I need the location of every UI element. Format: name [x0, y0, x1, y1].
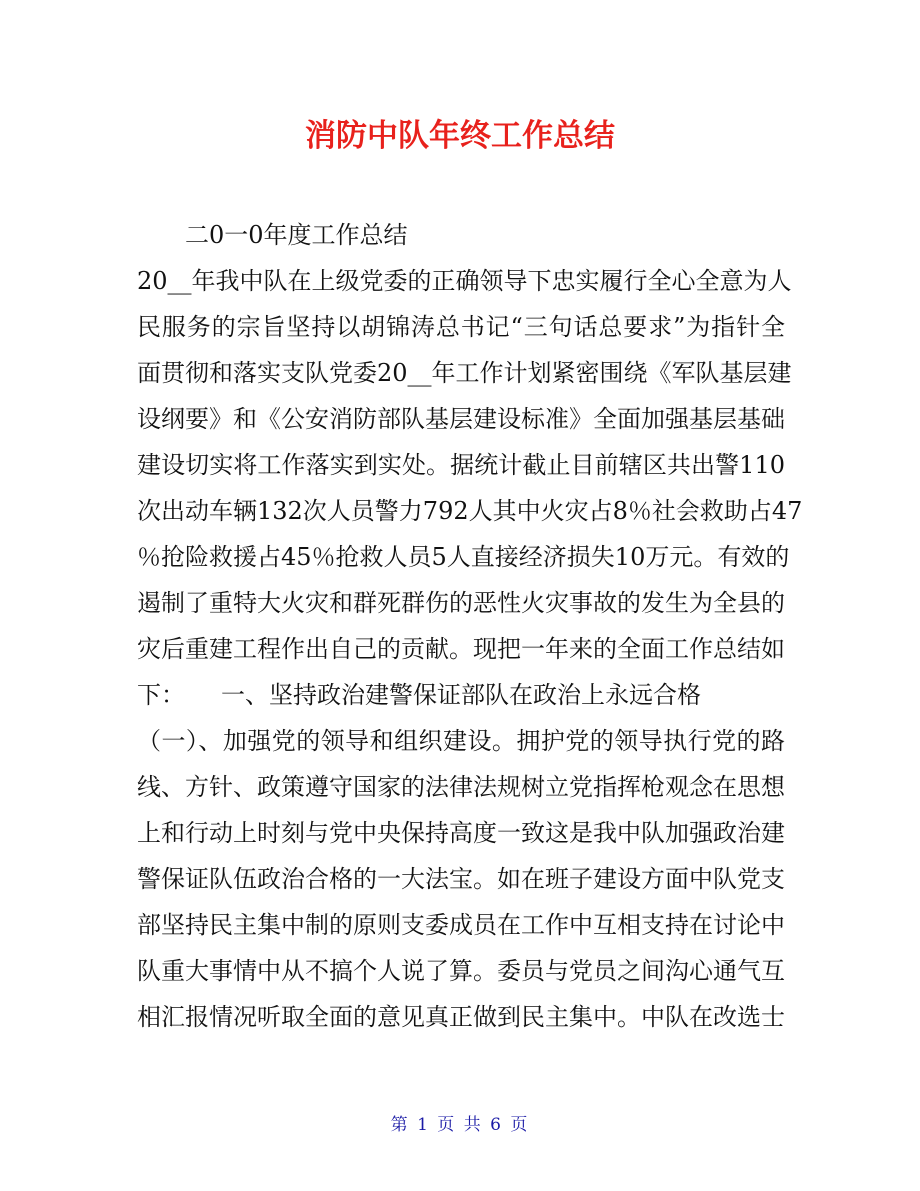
body-line: 队重大事情中从不搞个人说了算。委员与党员之间沟心通气互 — [137, 957, 785, 985]
page-number-footer: 第 1 页 共 6 页 — [390, 1115, 530, 1135]
body-line: 次出动车辆132次人员警力792人其中火灾占8％社会救助占47 — [137, 497, 803, 525]
body-line: 灾后重建工程作出自己的贡献。现把一年来的全面工作总结如 — [137, 635, 785, 663]
body-line: （一）、加强党的领导和组织建设。拥护党的领导执行党的路 — [137, 727, 785, 755]
body-line: 二0一0年度工作总结 — [185, 221, 408, 249]
body-line: 面贯彻和落实支队党委20__年工作计划紧密围绕《军队基层建 — [137, 359, 792, 387]
body-line: 建设切实将工作落实到实处。据统计截止目前辖区共出警110 — [137, 451, 785, 479]
body-line: 20__年我中队在上级党委的正确领导下忠实履行全心全意为人 — [137, 267, 792, 295]
body-line: ％抢险救援占45％抢救人员5人直接经济损失10万元。有效的 — [137, 543, 790, 571]
body-line: 下： 一、坚持政治建警保证部队在政治上永远合格 — [137, 681, 701, 709]
body-line: 上和行动上时刻与党中央保持高度一致这是我中队加强政治建 — [137, 819, 785, 847]
body-line: 相汇报情况听取全面的意见真正做到民主集中。中队在改选士 — [137, 1003, 785, 1031]
body-line: 民服务的宗旨坚持以胡锦涛总书记“三句话总要求”为指针全 — [137, 313, 785, 341]
document-body — [137, 212, 803, 1040]
body-line: 部坚持民主集中制的原则支委成员在工作中互相支持在讨论中 — [137, 911, 785, 939]
body-line: 设纲要》和《公安消防部队基层建设标准》全面加强基层基础 — [137, 405, 785, 433]
body-line: 线、方针、政策遵守国家的法律法规树立党指挥枪观念在思想 — [137, 773, 785, 801]
body-line: 遏制了重特大火灾和群死群伤的恶性火灾事故的发生为全县的 — [137, 589, 785, 617]
body-line: 警保证队伍政治合格的一大法宝。如在班子建设方面中队党支 — [137, 865, 785, 893]
document-title: 消防中队年终工作总结 — [305, 118, 615, 154]
